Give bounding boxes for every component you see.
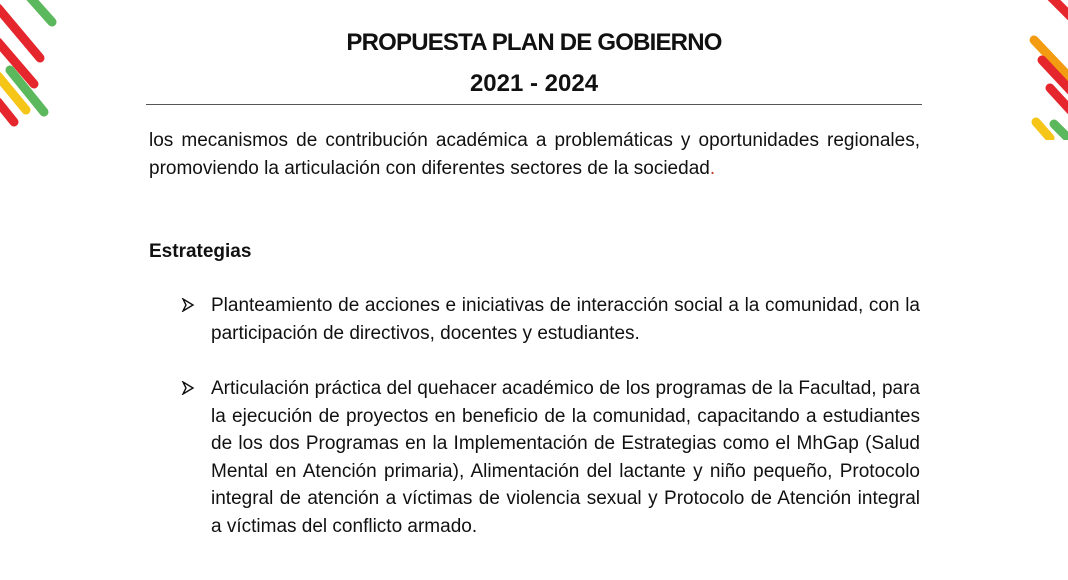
list-item	[149, 375, 920, 540]
document-period: 2021 - 2024	[469, 70, 599, 97]
document-header	[146, 28, 922, 99]
list-item	[149, 292, 920, 347]
strategies-heading: Estrategias	[149, 241, 252, 262]
header-divider	[146, 104, 922, 105]
arrowhead-bullet-icon	[181, 381, 195, 395]
strategies-list	[149, 292, 920, 540]
body-paragraph-end: .	[709, 158, 716, 179]
decorative-stripes-left	[0, 0, 70, 130]
strategy-text: Articulación práctica del quehacer académico de los programas de la Facultad, para la ejecución de proyectos en beneficio de la comunidad, capacitando a estudiantes de los dos Programas en la Implementación de Estrategias como el MhGap (Salud Mental en Atención primaria), Alimentación del lactante y niño pequeño, Protocolo integral de atención a víctimas de violencia sexual y Protocolo de Atención integral a víctimas del conflicto armado.	[211, 378, 920, 537]
body-paragraph	[149, 127, 920, 183]
document-title: PROPUESTA PLAN DE GOBIERNO	[346, 29, 722, 56]
body-paragraph-text: los mecanismos de contribución académica a problemáticas y oportunidades regionales, promoviendo la articulación con diferentes sectores de la sociedad	[149, 130, 920, 179]
decorative-stripes-right	[1028, 0, 1068, 140]
strategy-text: Planteamiento de acciones e iniciativas de interacción social a la comunidad, con la participación de directivos, docentes y estudiantes.	[211, 295, 920, 344]
arrowhead-bullet-icon	[181, 298, 195, 312]
